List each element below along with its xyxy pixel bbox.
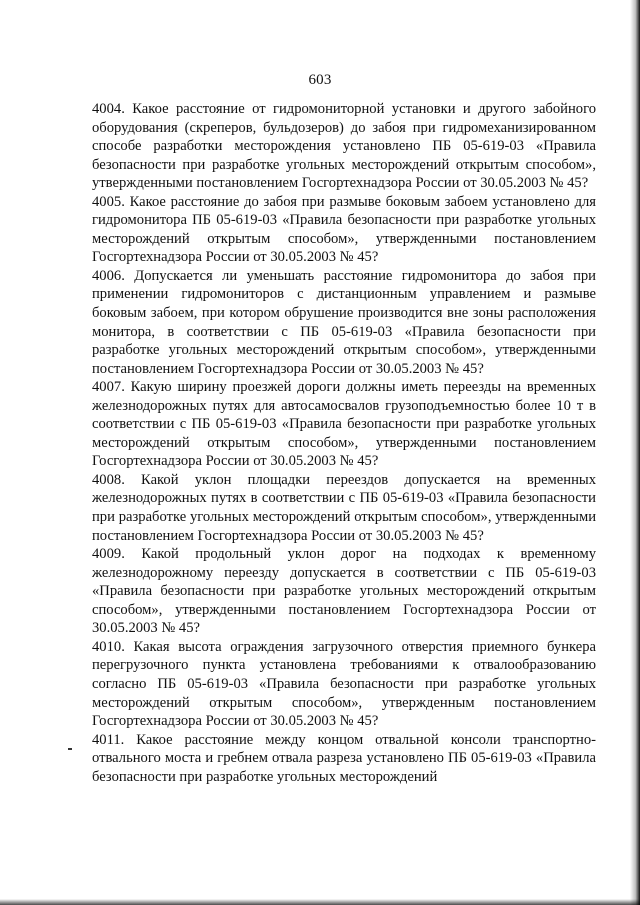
question-4010: 4010. Какая высота ограждения загрузочного отверстия приемного бункера перегрузочного пункта установлена требованиями к отвалообразованию согласно ПБ 05-619-03 «Правила безопасности при разработке угольных месторождений открытым способом», утвержденным постановлением Госгортехнадзора России от 30.05.2003 № 45?: [92, 638, 596, 730]
question-list: [92, 100, 596, 786]
question-4009: 4009. Какой продольный уклон дорог на подходах к временному железнодорожному переезду допускается в соответствии с ПБ 05-619-03 «Правила безопасности при разработке угольных месторождений открытым способом», утвержденными постановлением Госгортехнадзора России от 30.05.2003 № 45?: [92, 546, 596, 637]
question-4011: 4011. Какое расстояние между концом отвальной консоли транспортно-отвального моста и гребнем отвала разреза установлено ПБ 05-619-03 «Правила безопасности при разработке угольных месторождений: [92, 731, 596, 785]
margin-mark: [68, 748, 72, 750]
question-4008: 4008. Какой уклон площадки переездов допускается на временных железнодорожных путях в соответствии с ПБ 05-619-03 «Правила безопасности при разработке угольных месторождений открытым способом», утвержденными постановлением Госгортехнадзора России от 30.05.2003 № 45?: [92, 471, 596, 544]
question-4007: 4007. Какую ширину проезжей дороги должны иметь переезды на временных железнодорожных путях для автосамосвалов грузоподъемностью более 10 т в соответствии с ПБ 05-619-03 «Правила безопасности при разработке угольных месторождений открытым способом», утвержденными постановлением Госгортехнадзора России от 30.05.2003 № 45?: [92, 379, 596, 470]
question-4006: 4006. Допускается ли уменьшать расстояние гидромонитора до забоя при применении гидромониторов с дистанционным управлением и размыве боковым забоем, при котором обрушение производится вне зоны расположения монитора, в соответствии с ПБ 05-619-03 «Правила безопасности при разработке угольных месторождений открытым способом», утвержденными постановлением Госгортехнадзора России от 30.05.2003 № 45?: [92, 267, 596, 377]
scan-edge-shadow: [630, 0, 640, 905]
question-4004: 4004. Какое расстояние от гидромониторной установки и другого забойного оборудования (скреперов, бульдозеров) до забоя при гидромеханизированном способе разработки месторождения установлено ПБ 05-619-03 «Правила безопасности при разработке угольных месторождений открытым способом», утвержденными постановлением Госгортехнадзора России от 30.05.2003 № 45?: [92, 101, 596, 192]
question-4005: 4005. Какое расстояние до забоя при размыве боковым забоем установлено для гидромонитора ПБ 05-619-03 «Правила безопасности при разработке угольных месторождений открытым способом», утвержденными постановлением Госгортехнадзора России от 30.05.2003 № 45?: [92, 193, 596, 266]
page-number: 603: [308, 72, 332, 88]
scan-bottom-edge: [0, 899, 640, 905]
